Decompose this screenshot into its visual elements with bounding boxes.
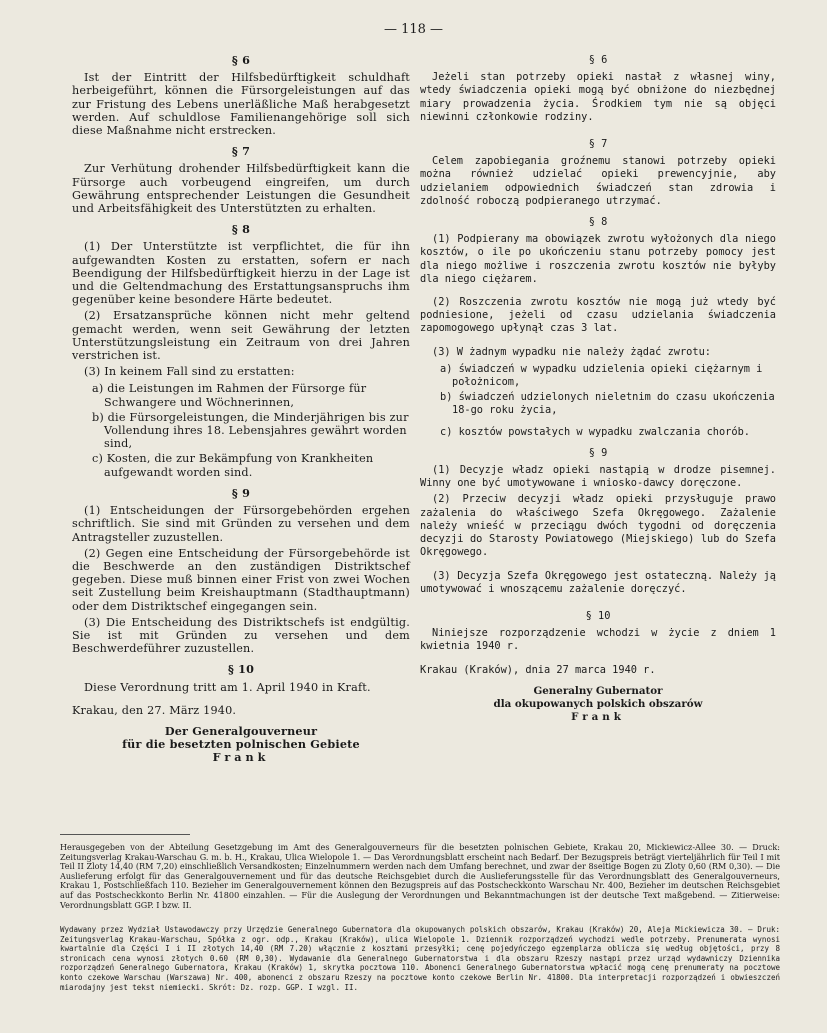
de-s8-list [72, 382, 410, 478]
pl-date: Krakau (Kraków), dnia 27 marca 1940 r. [420, 663, 656, 676]
pl-s9-heading: § 9 [588, 446, 608, 459]
de-s8-p2: (2) Ersatzansprüche können nicht mehr geltend gemacht werden, wenn seit Gewährung der letzten Unterstützungsleistung ein Zeitraum von drei Jahren verstrichen ist. [72, 309, 410, 363]
pl-s8-p1: (1) Podpierany ma obowiązek zwrotu wyłożonych dla niego kosztów, o ile po ukończeniu stanu potrzeby pomocy jest dla niego możliwe i roszczenia zwrotu kosztów nie byłyby dla niego ciężarem. [420, 233, 776, 285]
pl-signature [420, 685, 776, 725]
pl-s6-text: Jeżeli stan potrzeby opieki nastał z własnej winy, wtedy świadczenia opieki mogą być obniżone do niezbędnej miary prowadzenia życia. Środkiem tym nie są objęci niewinni członkowie rodziny. [420, 71, 776, 123]
pl-s7-heading: § 7 [588, 138, 608, 151]
de-s9-p1: (1) Entscheidungen der Fürsorgebehörden ergehen schriftlich. Sie sind mit Gründen zu versehen und dem Antragsteller zuzustellen. [72, 504, 410, 544]
list-item: b) die Fürsorgeleistungen, die Minderjährigen bis zur Vollendung ihres 18. Lebensjahres gewährt worden sind, [92, 410, 409, 451]
de-signature-name: Frank [212, 750, 270, 765]
pl-s8-list [420, 363, 776, 439]
de-s9-heading: § 9 [231, 485, 251, 500]
footer-divider [60, 834, 190, 835]
pl-s9-p3: (3) Decyzja Szefa Okręgowego jest ostateczną. Należy ją umotywować i wnoszącemu zażalenie doręczyć. [420, 569, 776, 595]
list-item: b) świadczeń udzielonych nieletnim do czasu ukończenia 18-go roku życia, [440, 391, 775, 417]
pl-s8-p3: (3) W żadnym wypadku nie należy żądać zwrotu: [432, 345, 711, 358]
de-s8-p1: (1) Der Unterstützte ist verpflichtet, die für ihn aufgewandten Kosten zu erstatten, sofern er nach Beendigung der Hilfsbedürftigkeit hierzu in der Lage ist und die Geltendmachung des Erstattungsanspruchs ihm gegenüber keine besondere Härte bedeutet. [72, 240, 410, 307]
pl-s10-heading: § 10 [585, 609, 611, 622]
pl-s8-heading: § 8 [588, 216, 608, 229]
de-signature-line2: für die besetzten polnischen Gebiete [122, 737, 360, 752]
polish-column [420, 52, 776, 724]
de-s7-text: Zur Verhütung drohender Hilfsbedürftigkeit kann die Fürsorge auch vorbeugend eingreifen, um durch Gewährung entsprechender Leistungen die Gesundheit und Arbeitsfähigkeit des Unterstützten zu erhalten. [72, 162, 410, 216]
footer-polish: Wydawany przez Wydział Ustawodawczy przy Urzędzie Generalnego Gubernatora dla okupowanych polskich obszarów, Krakau (Kraków) 20, Aleja Mickiewicza 30. — Druk: Zeitungsverlag Krakau-Warschau, Spółka z ogr. odp., Krakau (Kraków), ulica Wielopole 1. Dziennik rozporządzeń wychodzi wedle potrzeby. Prenumerata wynosi kwartalnie dla Części I i II złotych 14,40 (RM 7.20) włącznie z kosztami przesyłki; cenę pojedyńczego egzemplarza oblicza się według objętości, przy 8 stronicach cena wynosi złotych 0.60 (RM 0,30). Wydawanie dla Generalnego Gubernatorstwa i dla obszaru Rzeszy nastąpi przez urząd wydawniczy Dziennika rozporządzeń Generalnego Gubernatora, Krakau (Kraków) 1, skrytka pocztowa 110. Abonenci Generalnego Gubernatorstwa wpłacić mogą cenę prenumeraty na pocztowe konto czekowe Warschau (Warszawa) Nr. 400, abonenci z obszaru Rzeszy na pocztowe konto czekowe Berlin Nr. 41800. Dla interpretacji rozporządzeń i obwieszczeń miarodajny jest tekst niemiecki. Skrót: Dz. rozp. GGP. I wzgl. II. [60, 925, 780, 992]
pl-s9-p2: (2) Przeciw decyzji władz opieki przysługuje prawo zażalenia do właściwego Szefa Okręgowego. Zażalenie należy wnieść w przeciągu dwóch tygodni od doręczenia decyzji do Starosty Powiatowego (Miejskiego) lub do Szefa Okręgowego. [420, 493, 776, 559]
pl-s7-text: Celem zapobiegania groźnemu stanowi potrzeby opieki można również udzielać opieki prewencyjnie, aby udzielaniem odpowiednich świadczeń stan zdrowia i zdolność roboczą podpieranego utrzymać. [420, 155, 776, 207]
list-item: a) die Leistungen im Rahmen der Fürsorge für Schwangere und Wöchnerinnen, [92, 382, 367, 409]
de-s7-heading: § 7 [231, 144, 251, 159]
pl-s10-text: Niniejsze rozporządzenie wchodzi w życie z dniem 1 kwietnia 1940 r. [420, 627, 776, 653]
footer-german: Herausgegeben von der Abteilung Gesetzgebung im Amt des Generalgouverneurs für die besetzten polnischen Gebiete, Krakau 20, Mickiewicz-Allee 30. — Druck: Zeitungsverlag Krakau-Warschau G. m. b. H., Krakau, Ulica Wielopole 1. — Das Verordnungsblatt erscheint nach Bedarf. Der Bezugspreis beträgt vierteljährlich für Teil I mit Teil II Zloty 14,40 (RM 7,20) einschließlich Versandkosten; Einzelnummern werden nach dem Umfang berechnet, und zwar der 8seitige Bogen zu Zloty 0,60 (RM 0,30). — Die Auslieferung erfolgt für das Generalgouvernement und für das deutsche Reichsgebiet durch die Auslieferungsstelle für das Verordnungsblatt des Generalgouverneurs, Krakau 1, Postschließfach 110. Bezieher im Generalgouvernement können den Bezugspreis auf das Postscheckkonto Warschau Nr. 400, Bezieher im deutschen Reichsgebiet auf das Postscheckkonto Berlin Nr. 41800 einzahlen. — Für die Auslegung der Verordnungen und Bekanntmachungen ist der deutsche Text maßgebend. — Zitierweise: Verordnungsblatt GGP. I bzw. II. [60, 842, 780, 910]
de-s6-heading: § 6 [231, 53, 251, 67]
de-signature [72, 725, 410, 765]
de-s6-text: Ist der Eintritt der Hilfsbedürftigkeit schuldhaft herbeigeführt, können die Fürsorgeleistungen auf das zur Fristung des Lebens unerläßliche Maß herabgesetzt werden. Auf schuldlose Familienangehörige soll sich diese Maßnahme nicht erstrecken. [72, 71, 410, 138]
pl-signature-name: Frank [571, 711, 625, 724]
pl-s6-heading: § 6 [588, 54, 608, 66]
de-s10-text: Diese Verordnung tritt am 1. April 1940 in Kraft. [84, 680, 371, 694]
de-s8-heading: § 8 [231, 222, 251, 237]
list-item: c) Kosten, die zur Bekämpfung von Krankheiten aufgewandt worden sind. [92, 452, 374, 479]
pl-signature-line1: Generalny Gubernator [533, 684, 663, 697]
de-s8-p3: (3) In keinem Fall sind zu erstatten: [84, 365, 295, 379]
german-column [72, 52, 410, 765]
de-s10-heading: § 10 [227, 662, 255, 677]
pl-s8-p2: (2) Roszczenia zwrotu kosztów nie mogą już wtedy być podniesione, jeżeli od czasu udzielania świadczenia zapomogowego upłynął czas 3 lat. [420, 296, 776, 335]
list-item: c) kosztów powstałych w wypadku zwalczania chorób. [440, 425, 750, 438]
pl-signature-line2: dla okupowanych polskich obszarów [493, 697, 703, 710]
de-date: Krakau, den 27. März 1940. [72, 703, 237, 717]
de-s9-p2: (2) Gegen eine Entscheidung der Fürsorgebehörde ist die Beschwerde an den zuständigen Distriktschef gegeben. Diese muß binnen einer Frist von zwei Wochen seit Zustellung beim Kreishauptmann (Stadthauptmann) oder dem Distriktschef eingegangen sein. [72, 546, 410, 613]
de-signature-line1: Der Generalgouverneur [164, 723, 318, 738]
pl-s9-p1: (1) Decyzje władz opieki nastąpią w drodze pisemnej. Winny one być umotywowane i wniosko-dawcy doręczone. [420, 464, 776, 490]
page-number: — 118 — [383, 22, 444, 37]
list-item: a) świadczeń w wypadku udzielenia opieki ciężarnym i położnicom, [440, 362, 763, 389]
de-s9-p3: (3) Die Entscheidung des Distriktschefs ist endgültig. Sie ist mit Gründen zu versehen und dem Beschwerdeführer zuzustellen. [72, 615, 410, 656]
